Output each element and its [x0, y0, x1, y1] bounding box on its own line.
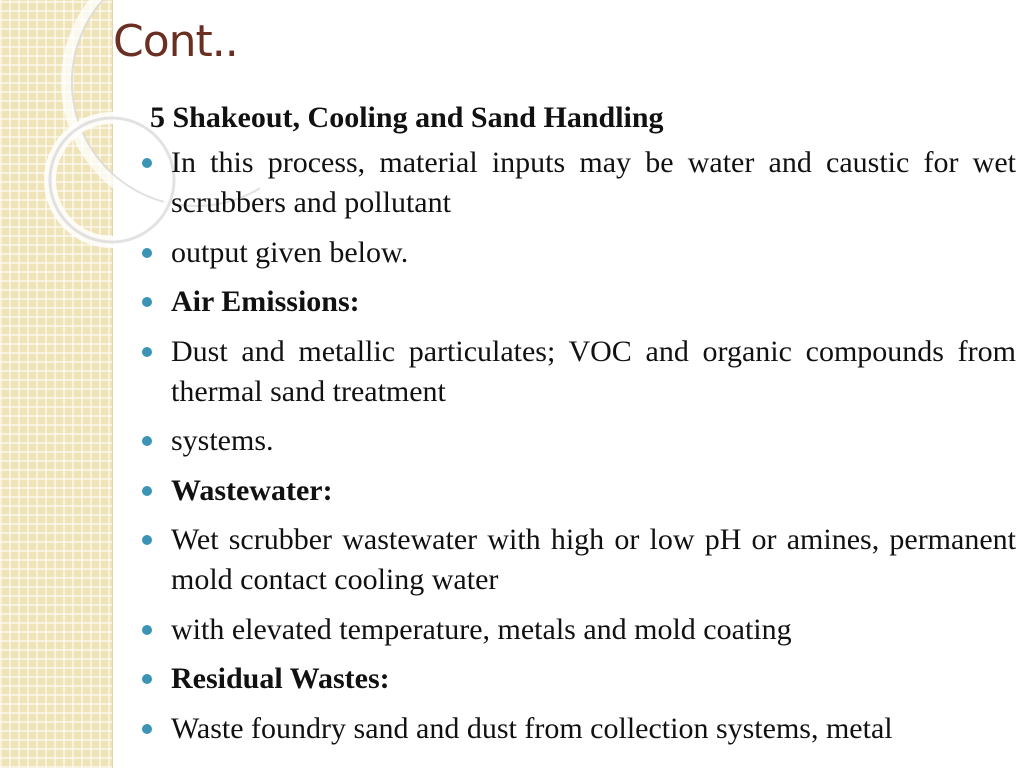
bullet-list: [140, 143, 1016, 749]
bullet-dot-icon: [142, 347, 152, 357]
bullet-dot-icon: [142, 248, 152, 258]
bullet-dot-icon: [142, 436, 152, 446]
bullet-item-heading: Wastewater:: [140, 471, 1016, 511]
bullet-item: systems.: [140, 421, 1016, 461]
slide-title: Cont..: [113, 16, 238, 67]
bullet-dot-icon: [142, 674, 152, 684]
bullet-item: Waste foundry sand and dust from collection systems, metal: [140, 709, 1016, 749]
bullet-item-heading: Residual Wastes:: [140, 659, 1016, 699]
bullet-dot-icon: [142, 724, 152, 734]
bullet-item: with elevated temperature, metals and mold coating: [140, 610, 1016, 650]
bullet-dot-icon: [142, 625, 152, 635]
bullet-item: output given below.: [140, 233, 1016, 273]
bullet-item: In this process, material inputs may be water and caustic for wet scrubbers and pollutant: [140, 143, 1016, 223]
bullet-dot-icon: [142, 297, 152, 307]
bullet-item: Wet scrubber wastewater with high or low pH or amines, permanent mold contact cooling water: [140, 520, 1016, 600]
bullet-dot-icon: [142, 535, 152, 545]
bullet-item: Dust and metallic particulates; VOC and organic compounds from thermal sand treatment: [140, 332, 1016, 412]
bullet-item-heading: Air Emissions:: [140, 282, 1016, 322]
side-decoration-band: [0, 0, 113, 768]
bullet-dot-icon: [142, 486, 152, 496]
bullet-dot-icon: [142, 158, 152, 168]
slide-content: [140, 96, 1016, 758]
section-heading: 5 Shakeout, Cooling and Sand Handling: [150, 101, 664, 134]
